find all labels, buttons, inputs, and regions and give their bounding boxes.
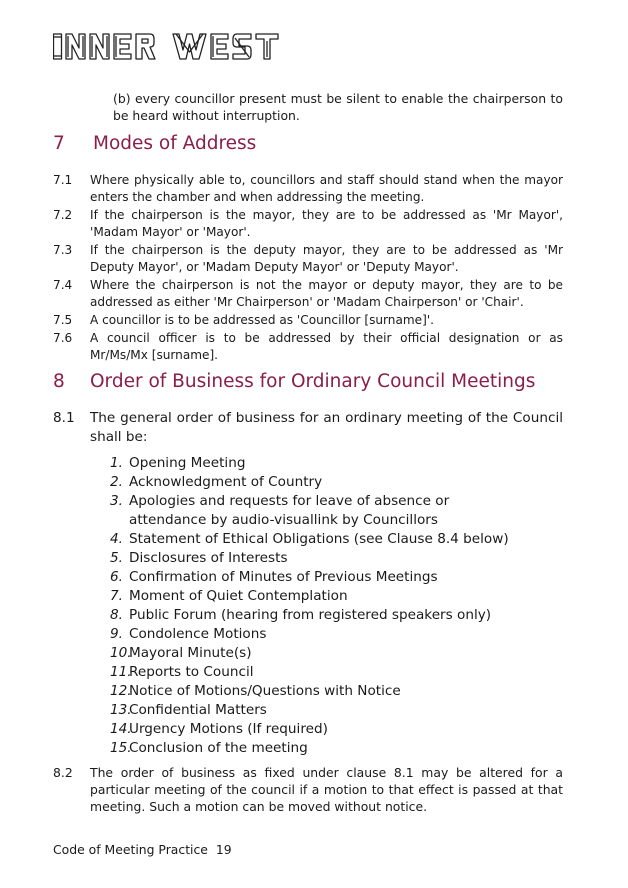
clause <box>53 330 563 364</box>
item-text: Apologies and requests for leave of absence or attendance by audio-visuallink by Councillors <box>129 493 450 528</box>
clause-text: A councillor is to be addressed as 'Councillor [surname]'. <box>90 313 434 327</box>
section-title: Modes of Address <box>93 133 257 154</box>
list-item <box>110 682 530 701</box>
clause-text: The general order of business for an ordinary meeting of the Council shall be: <box>90 410 563 445</box>
clause-text: A council officer is to be addressed by their official designation or as Mr/Ms/Mx [surname]. <box>90 331 563 362</box>
list-item <box>110 606 530 625</box>
section-number: 7 <box>53 133 65 154</box>
list-item <box>110 720 530 739</box>
clause-text: Where physically able to, councillors and staff should stand when the mayor enters the chamber and when addressing the meeting. <box>90 173 563 204</box>
item-text: Condolence Motions <box>129 626 267 642</box>
item-text: Public Forum (hearing from registered speakers only) <box>129 607 492 623</box>
clause-number: 8.1 <box>53 410 75 426</box>
subclause-b: (b) every councillor present must be silent to enable the chairperson to be heard without interruption. <box>113 91 563 123</box>
list-item <box>110 644 530 663</box>
clause-8-2 <box>53 764 563 815</box>
list-item <box>110 473 530 492</box>
item-number: 8. <box>110 607 123 623</box>
clause-number: 7.6 <box>53 331 73 345</box>
list-item <box>110 549 530 568</box>
item-text: Conclusion of the meeting <box>129 740 308 756</box>
item-number: 1. <box>110 455 123 471</box>
clause-text: The order of business as fixed under clause 8.1 may be altered for a particular meeting of the council if a motion to that effect is passed at that meeting. Such a motion can be moved without notice. <box>90 765 563 814</box>
item-text: Opening Meeting <box>129 455 246 471</box>
list-item <box>110 625 530 644</box>
section-number: 8 <box>53 371 65 392</box>
list-item <box>110 530 530 549</box>
clause <box>53 277 563 311</box>
clause-number: 7.2 <box>53 208 73 222</box>
clause-number: 7.5 <box>53 313 73 327</box>
inner-west-logo <box>53 30 289 66</box>
item-number: 10. <box>110 645 132 661</box>
clause-text: If the chairperson is the mayor, they are to be addressed as 'Mr Mayor', 'Madam Mayor' or 'Mayor'. <box>90 208 563 239</box>
list-item <box>110 492 530 530</box>
item-text: Confidential Matters <box>129 702 267 718</box>
clause-number: 8.2 <box>53 765 73 780</box>
item-number: 11. <box>110 664 132 680</box>
item-number: 3. <box>110 493 123 509</box>
item-number: 9. <box>110 626 123 642</box>
list-item <box>110 587 530 606</box>
item-number: 4. <box>110 531 123 547</box>
document-title: Code of Meeting Practice <box>53 842 208 857</box>
item-text: Reports to Council <box>129 664 254 680</box>
clause-8-1 <box>53 409 563 447</box>
clause-text: Where the chairperson is not the mayor or deputy mayor, they are to be addressed as either 'Mr Chairperson' or 'Madam Chairperson' or 'Chair'. <box>90 278 563 309</box>
item-text: Statement of Ethical Obligations (see Clause 8.4 below) <box>129 531 509 547</box>
clause-text: If the chairperson is the deputy mayor, they are to be addressed as 'Mr Deputy Mayor', or 'Madam Deputy Mayor' or 'Deputy Mayor'. <box>90 243 563 274</box>
page-footer <box>53 842 232 857</box>
clause-number: 7.3 <box>53 243 73 257</box>
clause <box>53 172 563 206</box>
item-text: Moment of Quiet Contemplation <box>129 588 348 604</box>
list-item <box>110 701 530 720</box>
item-number: 12. <box>110 683 132 699</box>
item-number: 13. <box>110 702 132 718</box>
page-number: 19 <box>215 842 232 857</box>
item-text: Notice of Motions/Questions with Notice <box>129 683 401 699</box>
list-item <box>110 454 530 473</box>
clause-number: 7.1 <box>53 173 73 187</box>
clause <box>53 312 563 329</box>
list-item <box>110 663 530 682</box>
section-7-clauses <box>53 172 563 364</box>
list-item <box>110 568 530 587</box>
item-text: Disclosures of Interests <box>129 550 288 566</box>
item-text: Urgency Motions (If required) <box>129 721 328 737</box>
section-title: Order of Business for Ordinary Council Meetings <box>90 371 536 392</box>
clause <box>53 242 563 276</box>
item-text: Mayoral Minute(s) <box>129 645 252 661</box>
item-number: 6. <box>110 569 123 585</box>
item-text: Confirmation of Minutes of Previous Meetings <box>129 569 438 585</box>
clause <box>53 764 563 815</box>
item-number: 5. <box>110 550 123 566</box>
item-number: 2. <box>110 474 123 490</box>
item-number: 7. <box>110 588 123 604</box>
item-text: Acknowledgment of Country <box>129 474 323 490</box>
section-7-heading <box>53 133 573 155</box>
clause <box>53 207 563 241</box>
order-of-business-list <box>110 454 530 758</box>
clause-number: 7.4 <box>53 278 73 292</box>
clause <box>53 409 563 447</box>
item-number: 15. <box>110 740 132 756</box>
list-item <box>110 739 530 758</box>
item-number: 14. <box>110 721 132 737</box>
section-8-heading <box>53 371 573 393</box>
